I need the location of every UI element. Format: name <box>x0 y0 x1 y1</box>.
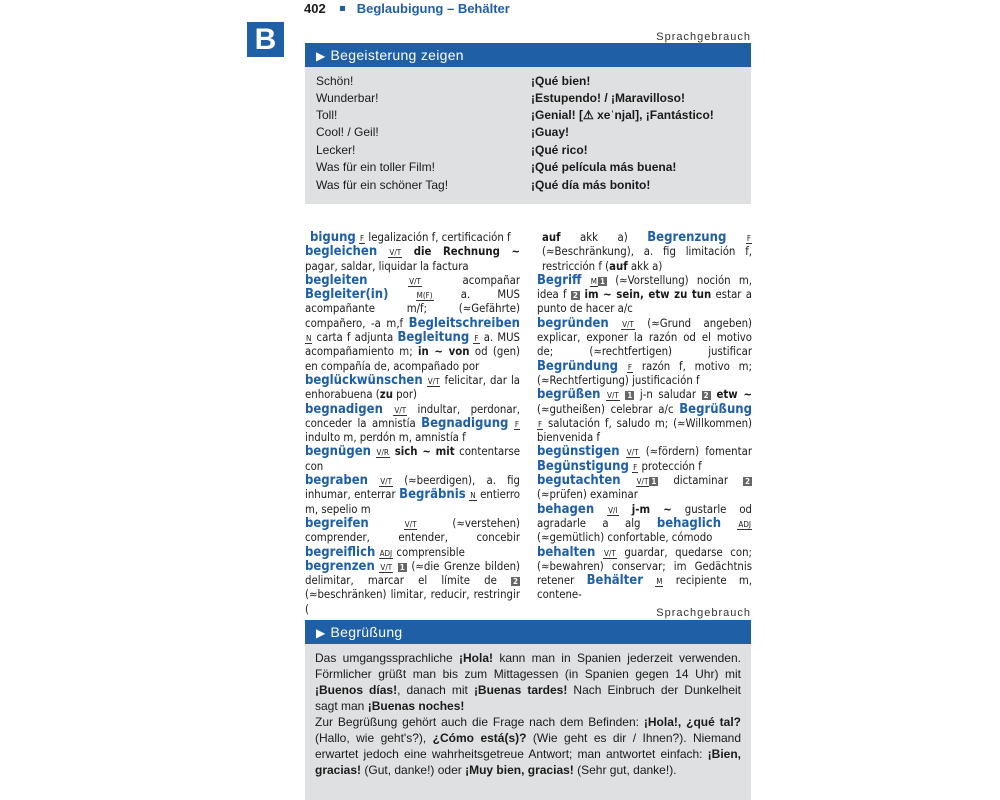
lemma: begnadigen <box>305 401 383 417</box>
translation: felicitar, dar la enhorabuena ( <box>305 373 520 402</box>
translation: (≈gemütlich) confortable, cómodo <box>537 531 713 545</box>
sense-number: 1 <box>399 562 405 572</box>
lemma: begreifen <box>305 515 369 531</box>
grammar-tag: V/T <box>607 391 619 401</box>
phrase: die Rechnung ~ <box>402 245 520 259</box>
lemma: beglückwünschen <box>305 372 423 388</box>
grammar-tag: F <box>538 419 543 429</box>
lemma: Begründung <box>537 358 619 374</box>
translation: dictaminar <box>658 474 743 488</box>
translation: indulto m, perdón m, amnistía f <box>305 431 466 445</box>
text-run: Das umgangssprachliche <box>315 651 460 665</box>
translation: por) <box>392 388 417 402</box>
lemma: begünstigen <box>537 444 620 460</box>
lemma: begleiten <box>305 272 368 288</box>
dict-entry <box>537 474 752 503</box>
phrase: im ~ sein, etw zu tun <box>579 288 712 302</box>
text-run: (Sehr gut, danke!). <box>573 763 677 777</box>
sense-number: 2 <box>572 291 578 301</box>
phrase-de: Cool! / Geil! <box>316 125 379 139</box>
grammar-tag: F <box>746 234 751 243</box>
box2-text <box>315 650 741 778</box>
grammar-tag: N <box>470 491 476 501</box>
phrase-de: Was für ein schöner Tag! <box>316 178 449 192</box>
translation: (≈gutheißen) celebrar a/c <box>537 402 680 416</box>
phrase: j-m ~ <box>618 502 672 516</box>
translation: salutación f, saludo m; (≈Willkommen) bienvenida f <box>537 416 752 445</box>
phrase-es: ¡Qué día más bonito! <box>531 178 651 192</box>
lemma: begrenzen <box>305 558 375 574</box>
grammar-tag: M <box>590 276 597 286</box>
phrase: auf <box>609 259 628 273</box>
translation: (≈Beschränkung), a. fig limitación f, restricción f ( <box>542 245 752 273</box>
lemma: behaglich <box>656 515 722 531</box>
page-header <box>304 1 510 17</box>
lemma: Begleitschreiben <box>408 315 520 331</box>
paragraph <box>315 714 741 778</box>
phrase-de: Lecker! <box>316 143 356 157</box>
grammar-tag: V/T <box>404 519 417 529</box>
lemma: begutachten <box>537 473 621 489</box>
dict-entry <box>305 474 520 517</box>
translation: a. MUS acompañamiento m; <box>305 331 520 359</box>
box1-title: Begeisterung zeigen <box>330 47 464 63</box>
grammar-tag: F <box>514 419 520 429</box>
text-run: , danach mit <box>397 683 474 697</box>
phrase: sich ~ mit <box>389 445 455 459</box>
dict-entry <box>305 245 520 274</box>
translation: akk a) <box>560 231 648 244</box>
lemma: Begrüßung <box>679 401 752 417</box>
grammar-tag: ADJ <box>738 519 751 529</box>
translation: a. MUS acompañante m/f; (≈Gefährte) compañero, -a m,f <box>305 288 520 330</box>
translation: (≈beerdigen), a. fig inhumar, enterrar <box>305 474 520 502</box>
lemma: Begleiter(in) <box>305 287 389 303</box>
translation: gustarle od agradarle a alg <box>537 502 752 530</box>
text-run: Zur Begrüßung gehört auch die Frage nach dem Befinden: <box>315 715 644 729</box>
dict-entry <box>305 374 520 403</box>
phrase: etw ~ <box>710 388 752 402</box>
translation: akk a) <box>627 259 663 273</box>
translation: (≈beschränken) limitar, reducir, restringir ( <box>305 588 520 616</box>
lemma: Begrenzung <box>647 230 727 245</box>
dict-entry <box>305 231 520 245</box>
text-run: Nach Einbruch der Dunkelheit sagt man <box>315 683 741 713</box>
play-triangle-icon: ▶ <box>316 49 326 63</box>
translation: entierro m, sepelio m <box>305 488 520 516</box>
grammar-tag: V/T <box>394 405 407 415</box>
translation: (≈die Grenze bilden) delimitar, marcar el límite de <box>305 559 520 588</box>
translation: od (gen) en compañía de, acompañado por <box>305 345 520 373</box>
sense-number: 1 <box>599 276 605 286</box>
box2-title: Begrüßung <box>330 624 403 640</box>
grammar-tag: V/T <box>622 319 634 329</box>
lemma: begleichen <box>305 244 378 260</box>
text-run: ¡Hola! <box>459 651 494 665</box>
lemma: Begriff <box>537 272 582 288</box>
phrase: auf <box>542 231 561 244</box>
text-run: ¿Cómo está(s)? <box>432 731 527 745</box>
box2-title-bar <box>305 620 751 644</box>
sense-number: 2 <box>703 391 709 401</box>
sense-number: 1 <box>651 477 657 487</box>
dict-entry <box>305 403 520 446</box>
grammar-tag: V/T <box>626 448 639 458</box>
grammar-tag: V/I <box>608 505 618 515</box>
text-run: ¡Buenos días! <box>315 683 398 697</box>
grammar-tag: F <box>633 462 638 472</box>
dict-entry <box>537 503 752 546</box>
grammar-tag: N <box>306 334 312 344</box>
dictionary-column-right <box>537 231 752 603</box>
running-headwords: Beglaubigung – Behälter <box>356 1 510 16</box>
text-run: ¡Bien, gracias! <box>315 747 741 777</box>
grammar-tag: V/T <box>380 562 393 572</box>
grammar-tag: ADJ <box>379 548 393 558</box>
dict-entry <box>305 445 520 474</box>
translation: protección f <box>638 459 702 473</box>
sense-number: 2 <box>512 577 518 587</box>
text-run: kann man in Spanien jederzeit verwenden. Förmlicher grüßt man bis zum Mittagessen (in Spanien gegen 14 Uhr) mit <box>315 651 741 681</box>
text-run: ¡Buenas tardes! <box>473 683 568 697</box>
translation: contentarse con <box>305 445 520 473</box>
page-number: 402 <box>304 1 326 16</box>
grammar-tag: V/R <box>376 448 389 458</box>
phrase-es: ¡Guay! <box>531 125 570 139</box>
lemma: Begünstigung <box>537 458 629 474</box>
box1-category-label: Sprachgebrauch <box>656 31 751 43</box>
box2-category-label: Sprachgebrauch <box>656 607 751 619</box>
lemma: begnügen <box>305 444 371 460</box>
translation: guardar, quedarse con; (≈bewahren) conservar; im Gedächtnis retener <box>537 545 752 588</box>
text-run: ¡Muy bien, gracias! <box>465 763 574 777</box>
dict-entry <box>305 517 520 560</box>
lemma: Begleitung <box>397 330 470 346</box>
lemma: begraben <box>305 473 368 489</box>
phrase-de: Toll! <box>316 108 338 122</box>
sense-number: 1 <box>627 391 633 401</box>
box1-title-bar <box>305 43 751 67</box>
lemma: Behälter <box>586 573 643 589</box>
text-run: (Wie geht es dir / Ihnen?). Niemand erwartet jedoch eine wahrheitsgetreue Antwort; man antwortet einfach: <box>315 731 741 761</box>
translation: estar a punto de hacer a/c <box>537 288 752 316</box>
grammar-tag: V/T <box>427 376 440 386</box>
translation: legalización f, certificación f <box>365 231 511 244</box>
grammar-tag: M(F) <box>416 291 433 301</box>
paragraph <box>315 650 741 714</box>
dict-entry <box>537 274 752 317</box>
text-run: (Hallo, wie geht's?), <box>315 731 433 745</box>
translation: comprensible <box>393 545 465 559</box>
phrase-es: ¡Qué película más buena! <box>531 160 677 174</box>
lemma: begrüßen <box>537 387 601 403</box>
phrase: zu <box>379 388 393 402</box>
text-run: (Gut, danke!) oder <box>361 763 466 777</box>
translation: j-n saludar <box>634 388 702 402</box>
phrase-de: Was für ein toller Film! <box>316 160 435 174</box>
phrase-es: ¡Estupendo! / ¡Maravilloso! <box>531 91 686 105</box>
lemma: behagen <box>537 501 595 517</box>
phrase: in ~ von <box>418 345 470 359</box>
dict-entry <box>305 274 520 374</box>
lemma: begreiflich <box>305 544 376 560</box>
phrase-es: ¡Qué bien! <box>531 74 591 88</box>
dict-entry <box>305 560 520 617</box>
dictionary-column-left <box>305 231 520 617</box>
text-run: ¡Hola!, ¿qué tal? <box>643 715 742 729</box>
grammar-tag: F <box>627 362 633 372</box>
translation: pagar, saldar, liquidar la factura <box>305 259 469 273</box>
translation: (≈Vorstellung) noción m, idea f <box>537 273 752 302</box>
text-run: ¡Buenas noches! <box>367 699 465 713</box>
dict-entry <box>537 445 752 474</box>
dict-entry-continued <box>537 231 752 274</box>
lemma: begründen <box>537 315 609 331</box>
section-letter-tab: B <box>247 22 284 57</box>
grammar-tag: V/T <box>380 477 392 487</box>
lemma: Begnadigung <box>421 415 509 431</box>
phrase-de: Wunderbar! <box>316 91 379 105</box>
phrase-es: ¡Genial! [⚠ xeˈnjal], ¡Fantástico! <box>531 108 714 122</box>
grammar-tag: V/T <box>604 548 616 558</box>
translation: recipiente m, contene- <box>537 574 752 602</box>
dict-entry <box>537 317 752 388</box>
translation: (≈Grund angeben) explicar, exponer la razón od el motivo de; (≈rechtfertigen) justificar <box>537 316 752 359</box>
translation: carta f adjunta <box>312 331 398 345</box>
dict-entry <box>537 388 752 445</box>
phrase-de: Schön! <box>316 74 354 88</box>
sense-number: 2 <box>744 477 750 487</box>
grammar-tag: F <box>474 334 479 344</box>
box2-body <box>305 644 751 800</box>
translation: indultar, perdonar, conceder la amnistía <box>305 402 520 430</box>
play-triangle-icon: ▶ <box>316 626 326 640</box>
translation: (≈prüfen) examinar <box>537 488 638 502</box>
translation: razón f, motivo m; (≈Rechtfertigung) justificación f <box>537 359 752 387</box>
translation: (≈fördern) fomentar <box>639 445 753 459</box>
grammar-tag: V/T <box>409 276 421 286</box>
box1-body <box>305 67 751 204</box>
grammar-tag: F <box>360 234 365 243</box>
square-bullet-icon <box>340 6 345 11</box>
grammar-tag: V/T <box>389 248 402 258</box>
lemma: bigung <box>310 230 356 245</box>
translation: acompañar <box>421 273 520 287</box>
lemma: behalten <box>537 544 596 560</box>
grammar-tag: M <box>656 577 663 587</box>
translation: (≈verstehen) comprender, entender, concebir <box>305 516 520 545</box>
phrase-es: ¡Qué rico! <box>531 143 588 157</box>
lemma: Begräbnis <box>399 487 466 503</box>
grammar-tag: V/T <box>636 477 649 487</box>
dict-entry <box>537 546 752 603</box>
